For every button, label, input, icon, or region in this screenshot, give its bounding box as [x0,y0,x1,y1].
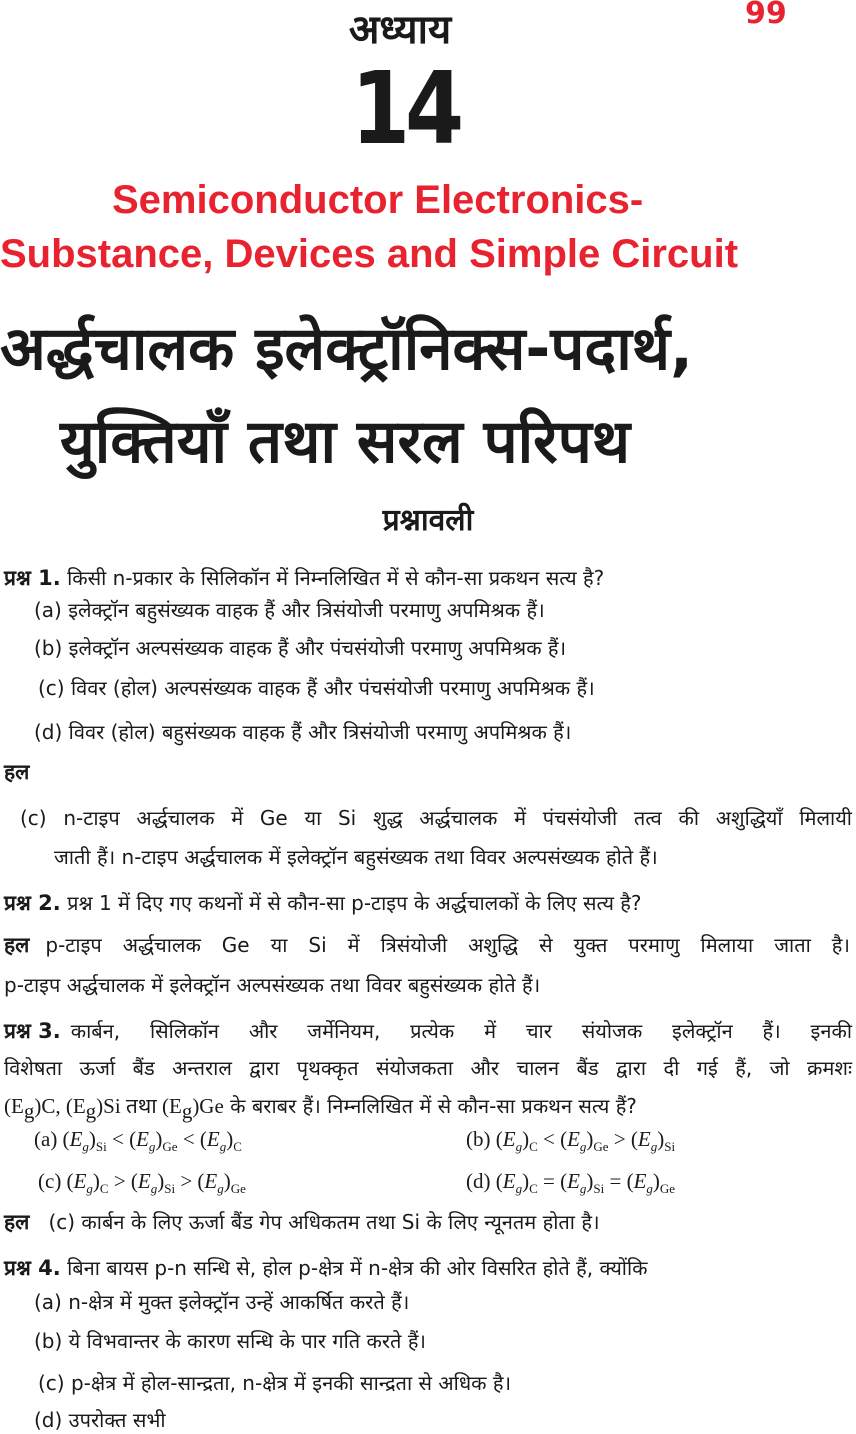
question-3: प्रश्न 3. कार्बन, सिलिकॉन और जर्मेनियम, प्रत्येक में चार संयोजक इलेक्ट्रॉन हैं। इनकी [4,1019,852,1043]
eg-subscript: g [181,1099,193,1123]
page-number: 99 [745,0,787,31]
q3-text-rest: के बराबर हैं। निम्नलिखित में से कौन-सा प्रकथन सत्य हैं? [230,1094,637,1118]
q3-option-a: (a) $(E_g)_{Si} < (E_g)_{Ge} < (E_g)_C$ [34,1127,242,1155]
eg-ge-text: )Ge [192,1094,224,1118]
q3-option-b: (b) $(E_g)_C < (E_g)_{Ge} > (E_g)_{Si}$ [466,1127,676,1155]
q3-option-c: (c) $(E_g)_C > (E_g)_{Si} > (E_g)_{Ge}$ [38,1169,246,1197]
q1-solution-line-2: जाती हैं। n-टाइप अर्द्धचालक में इलेक्ट्रॉन बहुसंख्यक तथा विवर अल्पसंख्यक होते हैं। [54,845,658,869]
eg-subscript: g [85,1099,97,1123]
question-4: प्रश्न 4. बिना बायस p-n सन्धि से, होल p-क्षेत्र में n-क्षेत्र की ओर विसरित होते हैं, क्योंकि [4,1256,648,1280]
title-hi-line-1: अर्द्धचालक इलेक्ट्रॉनिक्स-पदार्थ, [0,314,693,384]
eg-si-text: )Si तथा (E [96,1094,182,1118]
q2-solution-line-2: p-टाइप अर्द्धचालक में इलेक्ट्रॉन अल्पसंख्यक तथा विवर बहुसंख्यक होते हैं। [4,973,541,997]
q4-option-d: (d) उपरोक्त सभी [34,1408,166,1432]
q2-solution: हल p-टाइप अर्द्धचालक Ge या Si में त्रिसंयोजी अशुद्धि से युक्त परमाणु मिलाया जाता है। [4,933,850,957]
eg-subscript: g [23,1099,35,1123]
q1-option-a: (a) इलेक्ट्रॉन बहुसंख्यक वाहक हैं और त्रिसंयोजी परमाणु अपमिश्रक हैं। [34,598,545,622]
q3-solution: हल (c) कार्बन के लिए ऊर्जा बैंड गेप अधिकतम तथा Si के लिए न्यूनतम होता है। [4,1210,600,1234]
title-en-line-1: Semiconductor Electronics- [112,178,644,222]
q4-option-a: (a) n-क्षेत्र में मुक्त इलेक्ट्रॉन उन्हें आकर्षित करते हैं। [34,1290,410,1314]
chapter-number: 14 [350,50,460,167]
q1-option-c: (c) विवर (होल) अल्पसंख्यक वाहक हैं और पंचसंयोजी परमाणु अपमिश्रक हैं। [38,676,595,700]
q3-option-d: (d) $(E_g)_C = (E_g)_{Si} = (E_g)_{Ge}$ [466,1169,676,1197]
eg-c-text: )C, (E [34,1094,86,1118]
chapter-word: अध्याय [348,7,452,53]
q4-option-c: (c) p-क्षेत्र में होल-सान्द्रता, n-क्षेत्र में इनकी सान्द्रता से अधिक है। [38,1371,512,1395]
question-text: किसी n-प्रकार के सिलिकॉन में निम्नलिखित में से कौन-सा प्रकथन सत्य है? [67,566,605,590]
q1-option-d: (d) विवर (होल) बहुसंख्यक वाहक हैं और त्रिसंयोजी परमाणु अपमिश्रक हैं। [34,720,572,744]
q3-text-line-3 [4,1093,637,1124]
title-en-line-2: Substance, Devices and Simple Circuit [0,232,739,276]
eg-symbol-open: (E [4,1094,24,1118]
question-label: प्रश्न 1. [4,566,61,590]
question-1 [4,565,604,591]
section-heading: प्रश्नावली [382,503,474,538]
q1-solution-label: हल [4,760,30,784]
q4-option-b: (b) ये विभवान्तर के कारण सन्धि के पार गति करते हैं। [34,1329,427,1353]
q1-option-b: (b) इलेक्ट्रॉन अल्पसंख्यक वाहक हैं और पंचसंयोजी परमाणु अपमिश्रक हैं। [34,636,567,660]
q3-text-line-2: विशेषता ऊर्जा बैंड अन्तराल द्वारा पृथक्कृत संयोजकता और चालन बैंड द्वारा दी गई हैं, जो क्रमशः [4,1056,852,1080]
q1-solution-line-1: (c) n-टाइप अर्द्धचालक में Ge या Si शुद्ध अर्द्धचालक में पंचसंयोजी तत्व की अशुद्धियाँ मिलायी [20,806,852,830]
question-2: प्रश्न 2. प्रश्न 1 में दिए गए कथनों में से कौन-सा p-टाइप के अर्द्धचालकों के लिए सत्य है? [4,891,642,915]
title-hi-line-2: युक्तियाँ तथा सरल परिपथ [60,407,631,477]
